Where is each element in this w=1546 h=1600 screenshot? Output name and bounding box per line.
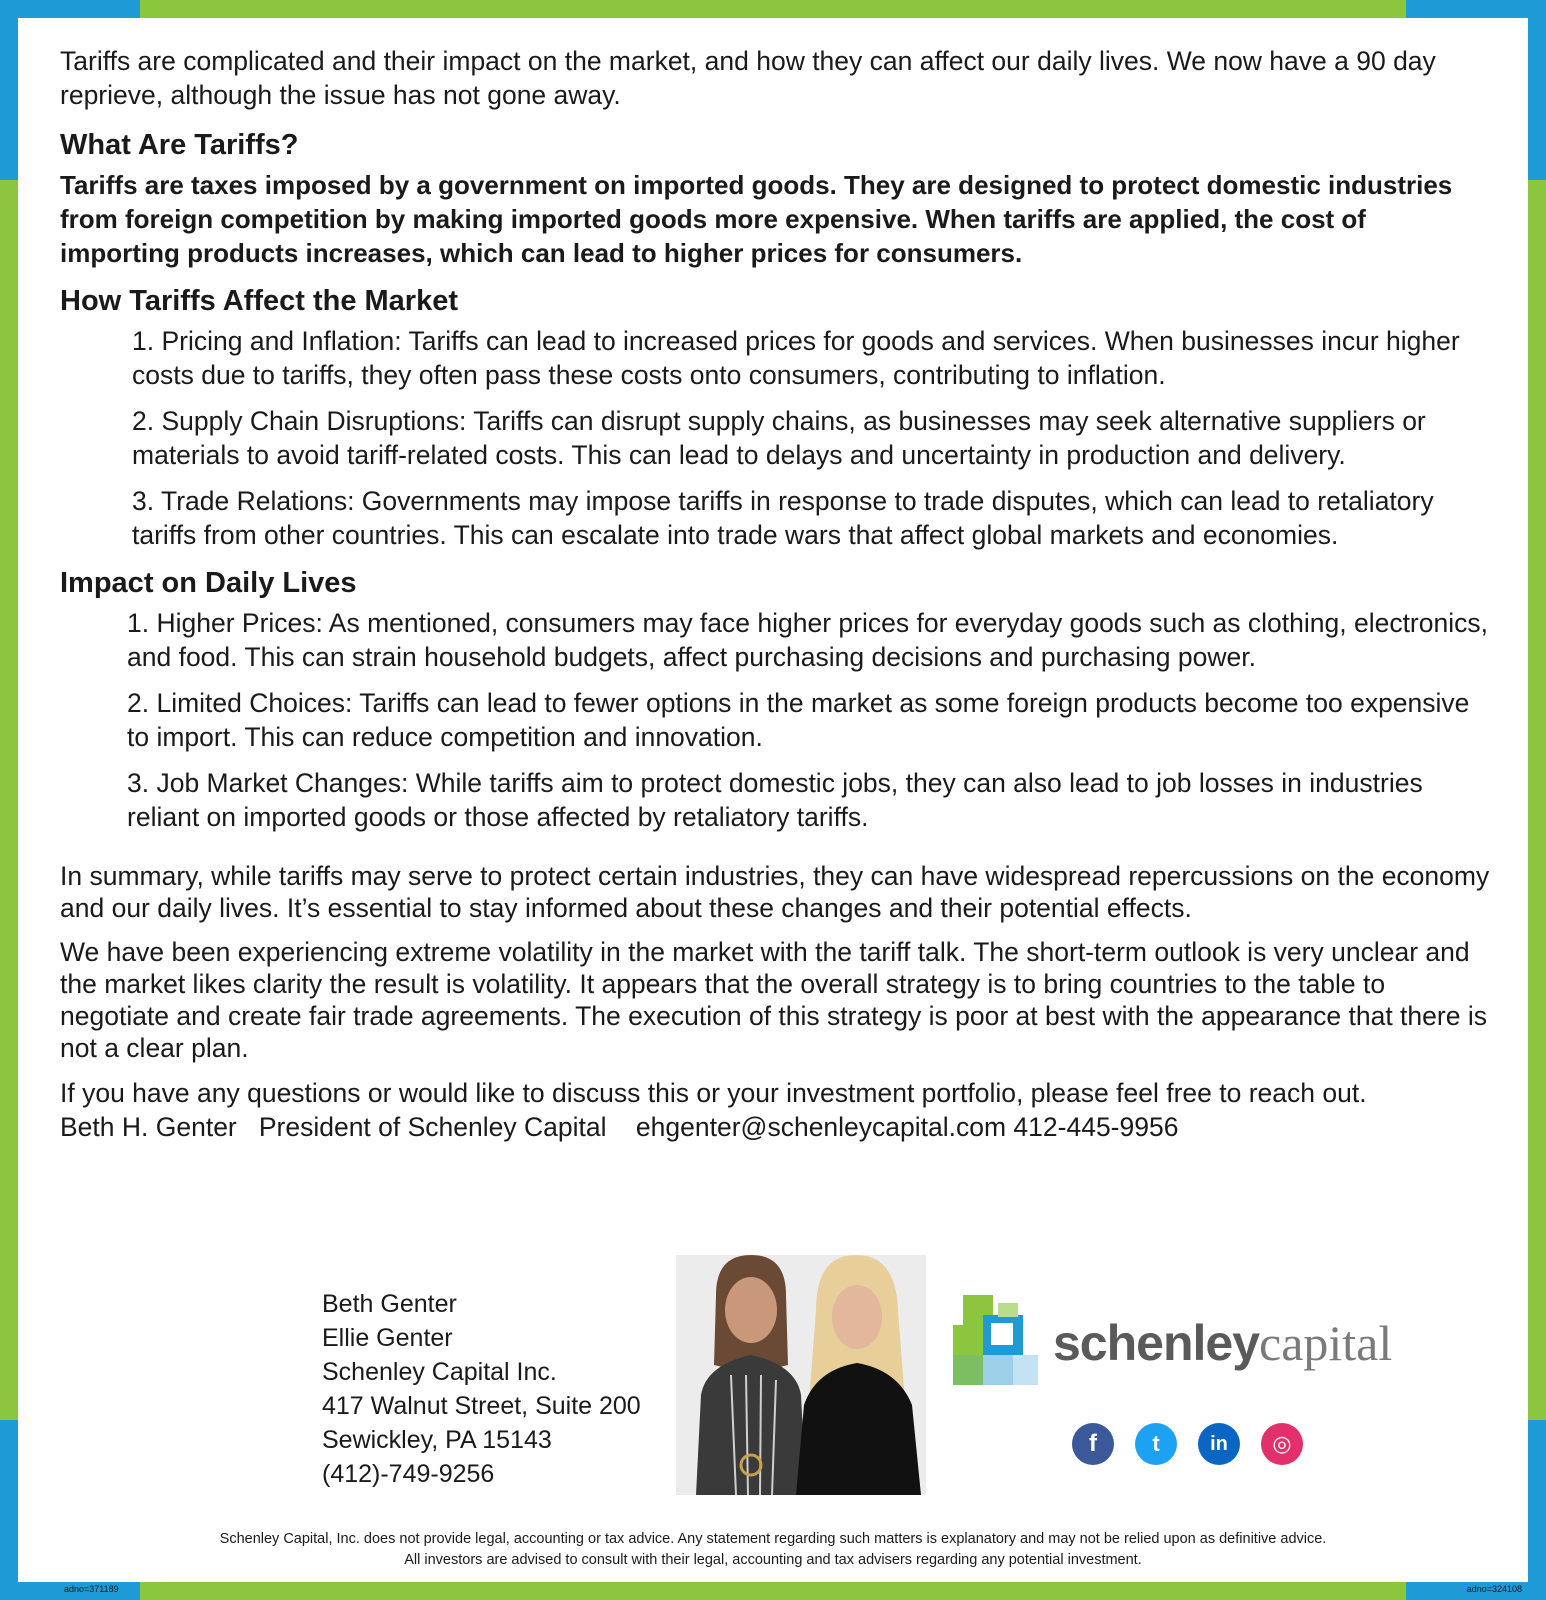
border-accent — [1406, 0, 1546, 18]
daily-impact-list — [60, 606, 1490, 834]
list-item: 2. Limited Choices: Tariffs can lead to fewer options in the market as some foreign products become too expensive to import. This can reduce competition and innovation. — [127, 688, 1470, 752]
ad-number-right: adno=324108 — [1466, 1584, 1522, 1594]
border-accent — [0, 0, 18, 180]
schenley-capital-logo — [953, 1295, 1413, 1395]
border-accent — [0, 1420, 18, 1600]
logo-word-capital: capital — [1259, 1315, 1393, 1371]
street-address: 417 Walnut Street, Suite 200 — [322, 1392, 641, 1420]
team-photo — [676, 1255, 926, 1495]
market-effects-list — [60, 324, 1490, 552]
list-item: 1. Pricing and Inflation: Tariffs can lead to increased prices for goods and services. When businesses incur higher costs due to tariffs, they often pass these costs onto consumers, contributing to inflation. — [132, 326, 1460, 390]
contact-block — [322, 1287, 641, 1491]
city-state-zip: Sewickley, PA 15143 — [322, 1426, 552, 1454]
contact-name: Beth Genter — [322, 1290, 457, 1318]
volatility-paragraph: We have been experiencing extreme volatility in the market with the tariff talk. The short-term outlook is very unclear and the market likes clarity the result is volatility. It appears that the overall strategy is to bring countries to the table to negotiate and create fair trade agreements. The execution of this strategy is poor at best with the appearance that there is not a clear plan. — [60, 937, 1487, 1063]
instagram-icon[interactable]: ◎ — [1261, 1423, 1303, 1465]
border-accent — [1528, 1420, 1546, 1600]
disclaimer-line: All investors are advised to consult with their legal, accounting and tax advisers regarding any potential investment. — [404, 1552, 1142, 1568]
list-item: 1. Higher Prices: As mentioned, consumers may face higher prices for everyday goods such as clothing, electronics, and food. This can strain household budgets, affect purchasing decisions and purchasing power. — [127, 608, 1488, 672]
disclaimer — [0, 1529, 1546, 1571]
linkedin-icon[interactable]: in — [1198, 1423, 1240, 1465]
list-item: 2. Supply Chain Disruptions: Tariffs can disrupt supply chains, as businesses may seek alternative suppliers or materials to avoid tariff-related costs. This can lead to delays and uncertainty in production and delivery. — [132, 406, 1426, 470]
logo-mark-icon — [953, 1295, 1043, 1391]
section-heading: Impact on Daily Lives — [60, 567, 357, 599]
twitter-icon[interactable]: t — [1135, 1423, 1177, 1465]
list-item: 3. Job Market Changes: While tariffs aim to protect domestic jobs, they can also lead to job losses in industries reliant on imported goods or those affected by retaliatory tariffs. — [127, 768, 1423, 832]
border-accent — [1528, 0, 1546, 180]
section-heading: How Tariffs Affect the Market — [60, 285, 458, 317]
tariffs-definition: Tariffs are taxes imposed by a government on imported goods. They are designed to protect domestic industries from foreign competition by making imported goods more expensive. When tariffs are applied, the cost of importing products increases, which can lead to higher prices for consumers. — [60, 170, 1453, 268]
ad-panel — [18, 18, 1528, 1582]
signature-line: Beth H. Genter President of Schenley Capital ehgenter@schenleycapital.com 412-445-9956 — [60, 1112, 1179, 1142]
closing-paragraph: If you have any questions or would like to discuss this or your investment portfolio, please feel free to reach out. — [60, 1078, 1367, 1108]
team-photo-illustration — [676, 1255, 926, 1495]
article — [60, 44, 1490, 1144]
facebook-icon[interactable]: f — [1072, 1423, 1114, 1465]
logo-wordmark — [1053, 1313, 1392, 1373]
logo-word-schenley: schenley — [1053, 1315, 1260, 1371]
summary-paragraph: In summary, while tariffs may serve to protect certain industries, they can have widespread repercussions on the economy and our daily lives. It’s essential to stay informed about these changes and their potential effects. — [60, 861, 1490, 923]
section-heading: What Are Tariffs? — [60, 129, 299, 161]
border-accent — [0, 0, 140, 18]
intro-paragraph: Tariffs are complicated and their impact on the market, and how they can affect our daily lives. We now have a 90 day reprieve, although the issue has not gone away. — [60, 46, 1436, 110]
ad-number-left: adno=371189 — [64, 1584, 119, 1594]
contact-name: Ellie Genter — [322, 1324, 453, 1352]
phone-number[interactable]: (412)-749-9256 — [322, 1460, 495, 1488]
list-item: 3. Trade Relations: Governments may impose tariffs in response to trade disputes, which can lead to retaliatory tariffs from other countries. This can escalate into trade wars that affect global markets and economies. — [132, 486, 1434, 550]
disclaimer-line: Schenley Capital, Inc. does not provide legal, accounting or tax advice. Any statement regarding such matters is explanatory and may not be relied upon as definitive advice. — [219, 1531, 1327, 1547]
company-name: Schenley Capital Inc. — [322, 1358, 557, 1386]
